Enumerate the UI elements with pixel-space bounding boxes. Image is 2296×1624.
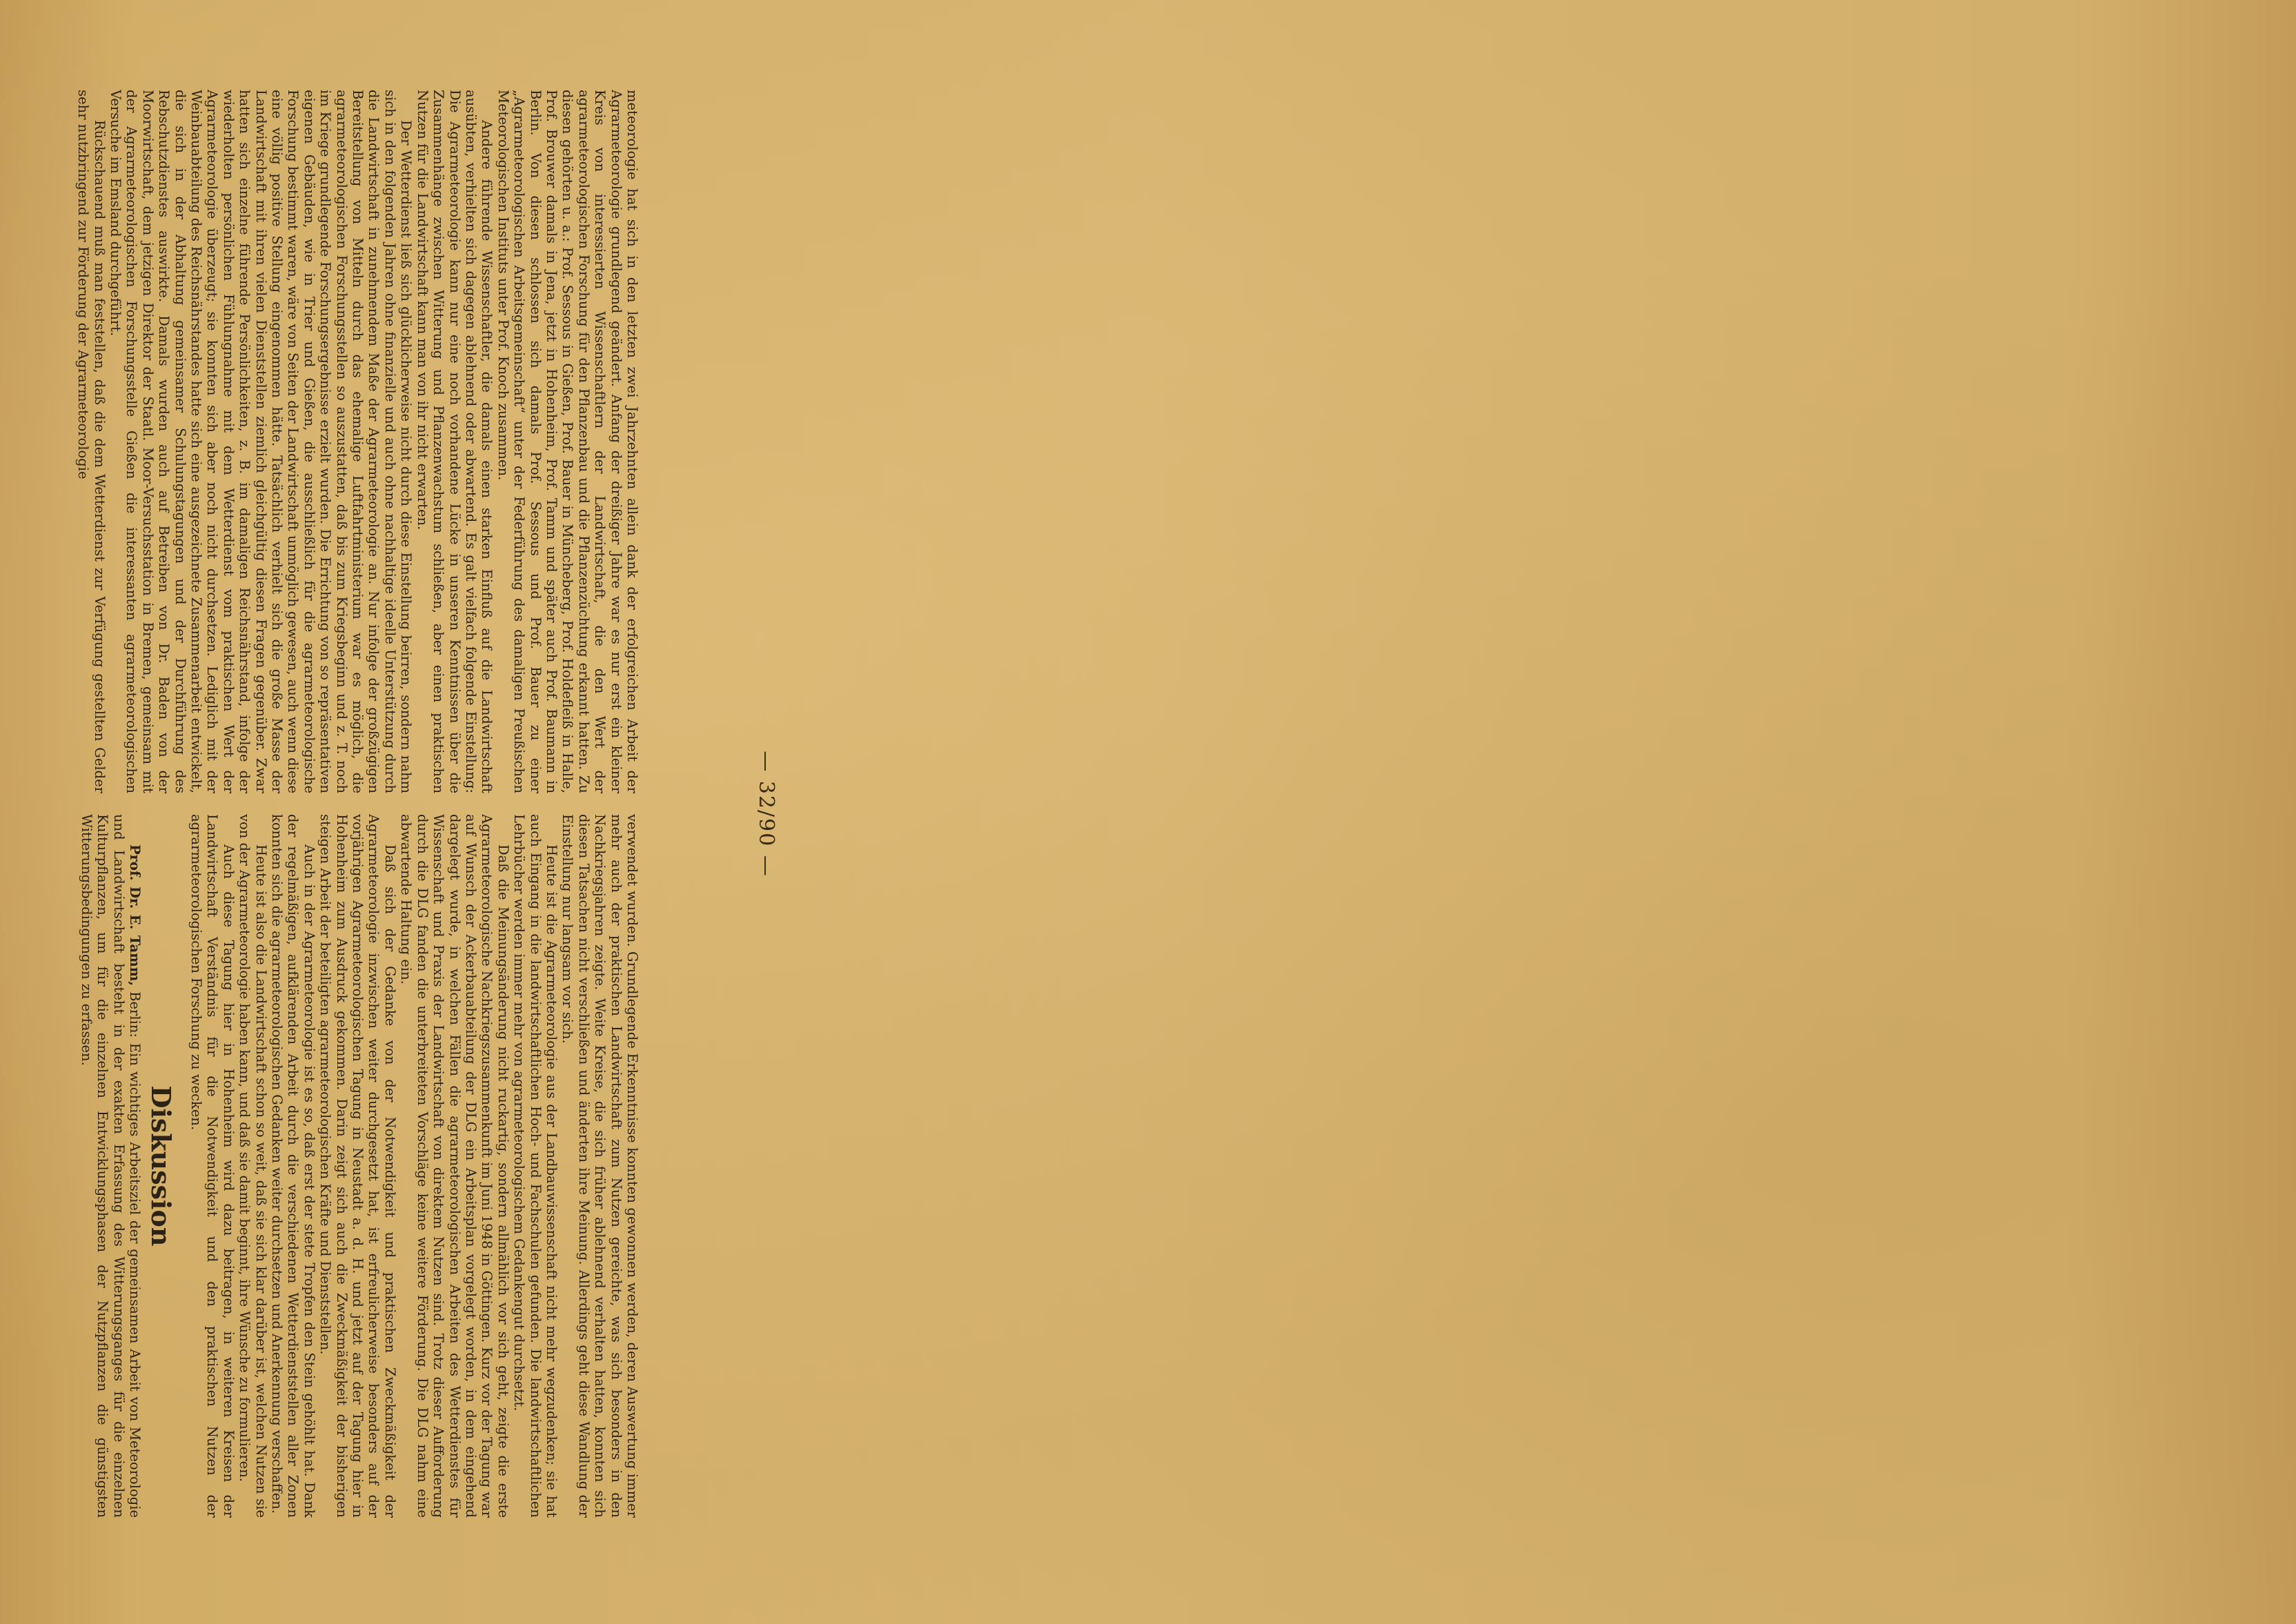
paragraph: Auch in der Agrarmeteorologie ist es so, daß erst der stete Tropfen den Stein gehöhlt hat. Dank der regelmäßigen, aufklärenden Arbeit durch die verschiedenen Wetterdienststellen aller Zonen konnten sich die agrarmeteorologischen Gedanken weiter durchsetzen und Anerkennung verschaffen. [269, 814, 317, 1518]
paragraph: meteorologie hat sich in den letzten zwei Jahrzehnten allein dank der erfolgreichen Arbeit der Agrarmeteorologie grundlegend geändert. Anfang der dreißiger Jahre war es nur erst ein kleiner Kreis von interessierten Wissenschaftlern der Landwirtschaft, die den Wert der agrarmeteorologischen Forschung für den Pflanzenbau und die Pflanzenzüchtung erkannt hatten. Zu diesen gehörten u. a.: Prof. Sessous in Gießen, Prof. Bauer in Müncheberg, Prof. Holdefleiß in Halle, Prof. Brouwer damals in Jena, jetzt in Hohenheim, Prof. Tamm und später auch Prof. Baumann in Berlin. Von diesen schlossen sich damals Prof. Sessous und Prof. Bauer zu einer „Agrarmeteorologischen Arbeitsgemeinschaft“ unter der Federführung des damaligen Preußischen Meteorologischen Instituts unter Prof. Knoch zusammen. [495, 90, 640, 793]
paragraph: Auch diese Tagung hier in Hohenheim wird dazu beitragen, in weiteren Kreisen der Landwirtschaft Verständnis für die Notwendigkeit und den praktischen Nutzen der agrarmeteorologischen Forschung zu wecken. [188, 814, 237, 1518]
paragraph: Daß sich der Gedanke von der Notwendigkeit und praktischen Zweckmäßigkeit der Agrarmeteorologie inzwischen weiter durchgesetzt hat, ist erfreulicherweise besonders auf der vorjährigen Agrarmeteorologischen Tagung in Neustadt a. d. H. und jetzt auf der Tagung hier in Hohenheim zum Ausdruck gekommen. Darin zeigt sich auch die Zweckmäßigkeit der bisherigen steigen Arbeit der beteiligten agrarmeteorologischen Kräfte und Dienststellen. [317, 814, 398, 1518]
section-heading: Diskussion [145, 1085, 177, 1247]
speaker-text: Berlin: Ein wichtiges Arbeitsziel der gemeinsamen Arbeit von Meteorologie und Landwirtschaft besteht in der exakten Erfassung des Witterungsganges für die einzelnen Kulturpflanzen, um für die einzelnen Entwicklungsphasen der Nutzpflanzen die günstigsten Witterungsbedingungen zu erfassen. [79, 814, 144, 1518]
text-column-right [75, 814, 640, 1518]
paragraph: Heute ist also die Landwirtschaft schon so weit, daß sie sich klar darüber ist, welchen Nutzen sie von der Agrarmeteorologie haben kann, und daß sie damit beginnt, ihre Wünsche zu formulieren. [237, 814, 269, 1518]
page-number: — 32/90 — [754, 751, 778, 878]
discussion-paragraph [79, 814, 144, 1518]
paragraph: Daß die Meinungsänderung nicht ruckartig, sondern allmählich vor sich geht, zeigte die erste Agrarmeteorologische Nachkriegszusammenkunft im Juni 1948 in Göttingen. Kurz vor der Tagung war auf Wunsch der Ackerbauabteilung der DLG ein Arbeitsplan vorgelegt worden, in dem eingehend dargelegt wurde, in welchen Fällen die agrarmeteorologischen Arbeiten des Wetterdienstes für Wissenschaft und Praxis der Landwirtschaft von direktem Nutzen sind. Trotz dieser Aufforderung durch die DLG fanden die unterbreiteten Vorschläge keine weitere Förderung. Die DLG nahm eine abwartende Haltung ein. [398, 814, 511, 1518]
paragraph: verwendet wurden. Grundlegende Erkenntnisse konnten gewonnen werden, deren Auswertung immer mehr auch der praktischen Landwirtschaft zum Nutzen gereichte, was sich besonders in den Nachkriegsjahren zeigte. Weite Kreise, die sich früher ablehnend verhalten hatten, konnten sich diesen Tatsachen nicht verschließen und änderten ihre Meinung. Allerdings geht diese Wandlung der Einstellung nur langsam vor sich. [560, 814, 640, 1518]
speaker-name: Prof. Dr. E. Tamm, [127, 844, 144, 987]
paragraph: Andere führende Wissenschaftler, die damals einen starken Einfluß auf die Landwirtschaft ausübten, verhielten sich dagegen ablehnend oder abwartend. Es galt vielfach folgende Einstellung: Die Agrarmeteorologie kann nur eine noch vorhandene Lücke in unseren Kenntnissen über die Zusammenhänge zwischen Witterung und Pflanzenwachstum schließen, aber einen praktischen Nutzen für die Landwirtschaft kann man von ihr nicht erwarten. [414, 90, 495, 793]
paragraph: Der Wetterdienst ließ sich glücklicherweise nicht durch diese Einstellung beirren, sondern nahm sich in den folgenden Jahren ohne finanzielle und auch ohne nachhaltige ideelle Unterstützung durch die Landwirtschaft in zunehmendem Maße der Agrarmeteorologie an. Nur infolge der großzügigen Bereitstellung von Mitteln durch das ehemalige Luftfahrtministerium war es möglich, die agrarmeteorologischen Forschungsstellen so auszustatten, daß bis zum Kriegsbeginn und z. T. noch im Kriege grundlegende Forschungsergebnisse erzielt wurden. Die Errichtung von so repräsentativen eigenen Gebäuden, wie in Trier und Gießen, die ausschließlich für die agrarmeteorologische Forschung bestimmt waren, wäre von Seiten der Landwirtschaft unmöglich gewesen, auch wenn diese eine völlig positive Stellung eingenommen hätte. Tatsächlich verhielt sich die große Masse der Landwirtschaft mit ihren vielen Dienststellen ziemlich gleichgültig diesen Fragen gegenüber. Zwar hatten sich einzelne führende Persönlichkeiten, z. B. im damaligen Reichsnährstand, infolge der wiederholten persönlichen Fühlungnahme mit dem Wetterdienst vom praktischen Wert der Agrarmeteorologie überzeugt; sie konnten sich aber noch nicht durchsetzen. Lediglich mit der Weinbauabteilung des Reichsnährstandes hatte sich eine ausgezeichnete Zusammenarbeit entwickelt, die sich in der Abhaltung gemeinsamer Schulungstagungen und der Durchführung des Rebschutzdienstes auswirkte. Damals wurden auch auf Betreiben von Dr. Baden von der Moorwirtschaft, dem jetzigen Direktor der Staatl. Moor-Versuchsstation in Bremen, gemeinsam mit der Agrarmeteorologischen Forschungsstelle Gießen die interessanten agrarmeteorologischen Versuche im Emsland durchgeführt. [108, 90, 415, 793]
paragraph: Rückschauend muß man feststellen, daß die dem Wetterdienst zur Verfügung gestellten Gelder sehr nutzbringend zur Förderung der Agrarmeteorologie [75, 90, 108, 793]
paragraph: Heute ist die Agrarmeteorologie aus der Landbauwissenschaft nicht mehr wegzudenken; sie hat auch Eingang in die landwirtschaftlichen Hoch- und Fachschulen gefunden. Die landwirtschaftlichen Lehrbücher werden immer mehr von agrarmeteorologischem Gedankengut durchsetzt. [511, 814, 560, 1518]
text-column-left [75, 90, 640, 793]
